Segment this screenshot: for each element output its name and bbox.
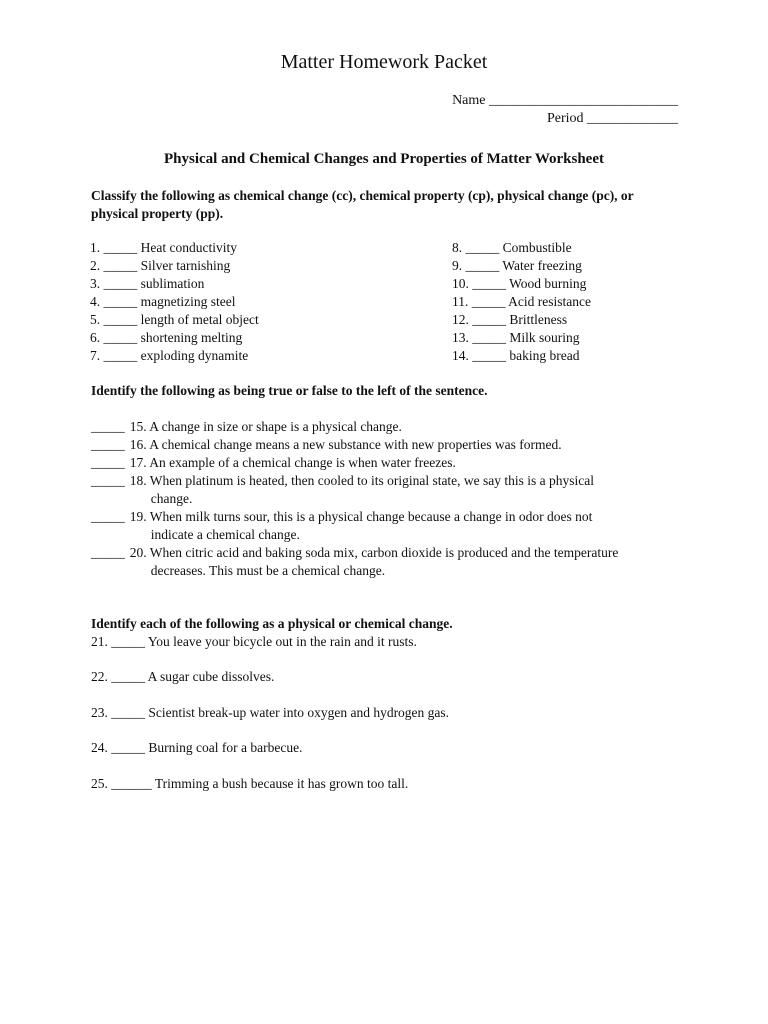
list-item: 10. _____ Wood burning (452, 276, 587, 291)
answer-blank: _____ (91, 545, 125, 560)
question-line: 15. A change in size or shape is a physical change. (129, 419, 402, 434)
list-item: 25. ______ Trimming a bush because it has grown too tall. (91, 776, 409, 791)
question-line-continued: change. (150, 491, 193, 506)
list-item: 24. _____ Burning coal for a barbecue. (91, 740, 303, 755)
section2-instructions: Identify the following as being true or false to the left of the sentence. (91, 383, 488, 398)
name-field: Name ___________________________ (452, 93, 678, 108)
question-line-continued: indicate a chemical change. (150, 527, 300, 542)
list-item: 4. _____ magnetizing steel (90, 294, 236, 309)
question-line: 16. A chemical change means a new substance with new properties was formed. (129, 437, 562, 452)
question-text (125, 436, 691, 454)
page-title: Matter Homework Packet (280, 51, 488, 73)
list-item: 13. _____ Milk souring (452, 330, 580, 345)
list-item: 8. _____ Combustible (452, 240, 572, 255)
list-item: 22. _____ A sugar cube dissolves. (91, 669, 275, 684)
question-line: 17. An example of a chemical change is when water freezes. (129, 455, 456, 470)
section1-instructions: Classify the following as chemical change (cc), chemical property (cp), physical change (pc), or physical property (pp). (91, 188, 634, 221)
question-text (125, 508, 691, 544)
answer-blank: _____ (91, 437, 125, 452)
answer-blank: _____ (91, 509, 125, 524)
question-line-continued: decreases. This must be a chemical change. (150, 563, 386, 578)
question-text (125, 472, 691, 508)
question-text (125, 418, 691, 436)
physical-chemical-list (91, 633, 691, 793)
true-false-list (91, 418, 691, 580)
list-item: 2. _____ Silver tarnishing (90, 258, 231, 273)
list-item (91, 544, 691, 580)
question-line: 18. When platinum is heated, then cooled to its original state, we say this is a physical (129, 473, 595, 488)
list-item (91, 436, 691, 454)
list-item (91, 508, 691, 544)
answer-blank: _____ (91, 419, 125, 434)
list-item (91, 454, 691, 472)
question-text (125, 454, 691, 472)
list-item: 14. _____ baking bread (452, 348, 580, 363)
list-item: 3. _____ sublimation (90, 276, 205, 291)
list-item: 6. _____ shortening melting (90, 330, 243, 345)
list-item (91, 472, 691, 508)
list-item (91, 418, 691, 436)
section1-right-column (452, 239, 692, 365)
list-item: 21. _____ You leave your bicycle out in the rain and it rusts. (91, 634, 417, 649)
answer-blank: _____ (91, 473, 125, 488)
section1-left-column (90, 239, 420, 365)
list-item: 1. _____ Heat conductivity (90, 240, 237, 255)
list-item: 23. _____ Scientist break-up water into oxygen and hydrogen gas. (91, 705, 450, 720)
list-item: 11. _____ Acid resistance (452, 294, 591, 309)
question-text (125, 544, 691, 580)
list-item: 5. _____ length of metal object (90, 312, 259, 327)
answer-blank: _____ (91, 455, 125, 470)
question-line: 19. When milk turns sour, this is a physical change because a change in odor does not (129, 509, 593, 524)
list-item: 12. _____ Brittleness (452, 312, 568, 327)
section3-instructions: Identify each of the following as a physical or chemical change. (91, 616, 453, 631)
period-field: Period _____________ (546, 111, 678, 126)
list-item: 7. _____ exploding dynamite (90, 348, 249, 363)
list-item: 9. _____ Water freezing (452, 258, 582, 273)
worksheet-subtitle: Physical and Chemical Changes and Properties of Matter Worksheet (164, 151, 604, 167)
question-line: 20. When citric acid and baking soda mix, carbon dioxide is produced and the temperature (129, 545, 619, 560)
